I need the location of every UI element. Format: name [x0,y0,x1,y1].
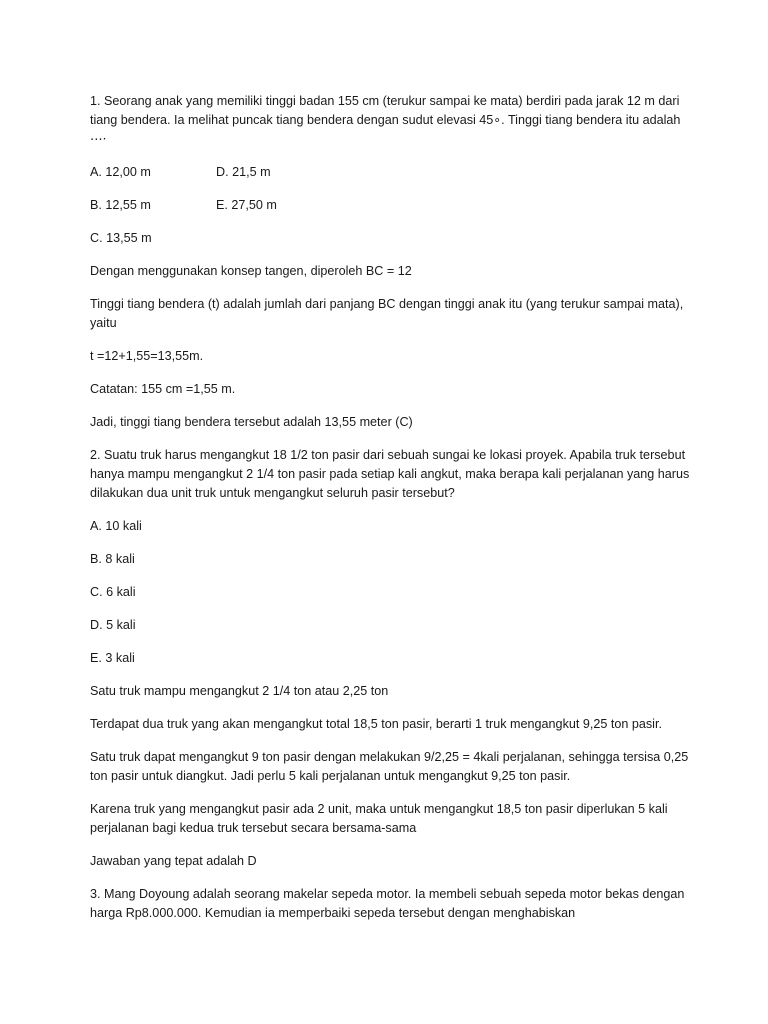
q2-answer: Jawaban yang tepat adalah D [90,854,257,868]
q1-solution-line-3: t =12+1,55=13,55m. [90,349,204,363]
q2-option-e: E. 3 kali [90,651,135,665]
question-1-options-row-1 [90,163,690,182]
q1-option-c: C. 13,55 m [90,231,152,245]
q2-solution-line-1: Satu truk mampu mengangkut 2 1/4 ton atau 2,25 ton [90,684,389,698]
q2-option-a: A. 10 kali [90,519,142,533]
q2-solution-line-3: Satu truk dapat mengangkut 9 ton pasir dengan melakukan 9/2,25 = 4kali perjalanan, sehingga tersisa 0,25 ton pasir untuk diangkut. Jadi perlu 5 kali perjalanan untuk mengangkut 9,25 ton pasir. [90,750,689,783]
q2-option-c: C. 6 kali [90,585,136,599]
document-body [90,92,690,937]
q2-option-b: B. 8 kali [90,552,135,566]
q2-solution-line-2: Terdapat dua truk yang akan mengangkut total 18,5 ton pasir, berarti 1 truk mengangkut 9,25 ton pasir. [90,717,662,731]
q2-solution-line-4: Karena truk yang mengangkut pasir ada 2 unit, maka untuk mengangkut 18,5 ton pasir diperlukan 5 kali perjalanan bagi kedua truk tersebut secara bersama-sama [90,802,668,835]
question-1-text: 1. Seorang anak yang memiliki tinggi badan 155 cm (terukur sampai ke mata) berdiri pada jarak 12 m dari tiang bendera. Ia melihat puncak tiang bendera dengan sudut elevasi 45∘. Tinggi tiang bendera itu adalah ⋯⋅ [90,94,681,146]
question-1-options-row-2 [90,196,690,215]
q1-option-a: A. 12,00 m [90,165,151,179]
question-2-text: 2. Suatu truk harus mengangkut 18 1/2 ton pasir dari sebuah sungai ke lokasi proyek. Apabila truk tersebut hanya mampu mengangkut 2 1/4 ton pasir pada setiap kali angkut, maka berapa kali perjalanan yang harus dilakukan dua unit truk untuk mengangkut seluruh pasir tersebut? [90,448,690,500]
q1-solution-line-1: Dengan menggunakan konsep tangen, diperoleh BC = 12 [90,264,412,278]
q2-option-d: D. 5 kali [90,618,136,632]
q1-option-d: D. 21,5 m [216,165,271,179]
q1-option-e: E. 27,50 m [216,198,277,212]
q1-solution-note: Catatan: 155 cm =1,55 m. [90,382,236,396]
q1-solution-line-2: Tinggi tiang bendera (t) adalah jumlah dari panjang BC dengan tinggi anak itu (yang terukur sampai mata), yaitu [90,297,684,330]
q1-option-b: B. 12,55 m [90,198,151,212]
q1-conclusion: Jadi, tinggi tiang bendera tersebut adalah 13,55 meter (C) [90,415,413,429]
question-3-text: 3. Mang Doyoung adalah seorang makelar sepeda motor. Ia membeli sebuah sepeda motor bekas dengan harga Rp8.000.000. Kemudian ia memperbaiki sepeda tersebut dengan menghabiskan [90,887,685,920]
